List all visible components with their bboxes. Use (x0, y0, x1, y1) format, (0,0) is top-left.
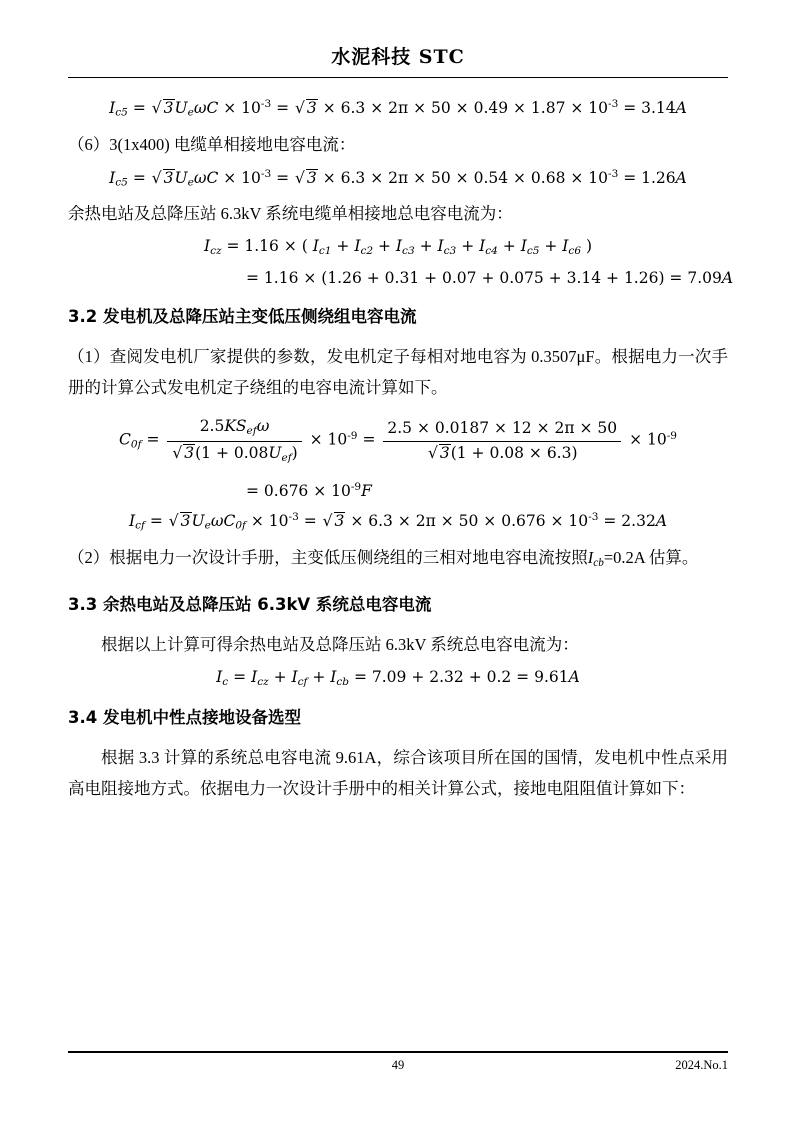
sqrt-icon: √ 3 (295, 98, 317, 117)
formula-values-icf: × 6.3 × 2π × 50 × 0.676 × 10 (350, 512, 589, 531)
heading-3-4: 3.4 发电机中性点接地设备选型 (68, 708, 301, 728)
formula-symbol: I (109, 98, 116, 117)
sqrt-icon: √ 3 (151, 168, 174, 187)
heading-3-2: 3.2 发电机及总降压站主变低压侧绕组电容电流 (68, 307, 417, 327)
sqrt-icon: √ 3 (427, 443, 450, 462)
paragraph-3-3-1: 根据以上计算可得余热电站及总降压站 6.3kV 系统总电容电流为： (101, 635, 579, 655)
page-header (68, 42, 728, 69)
sqrt-icon: √ 3 (168, 512, 191, 531)
paragraph-3-2-2: （2）根据电力一次设计手册，主变低压侧绕组的三相对地电容电流按照$I_{cb}=0.2A$ 估算。 (68, 548, 699, 570)
document-body (68, 92, 734, 806)
sqrt-icon: √ 3 (151, 98, 174, 117)
sqrt-icon: √ 3 (295, 168, 317, 187)
footer-divider (68, 1051, 728, 1053)
sqrt-icon: √ 3 (322, 512, 345, 531)
fraction-cof-left: $\frac{2.5KS_{ef}\omega}{√ 3(1 + 0.08U_{ef})}$ (167, 417, 301, 464)
paragraph-total-cable: 余热电站及总降压站 6.3kV 系统电缆单相接地总电容电流为： (68, 204, 513, 224)
paragraph-item-6: （6）3(1x400) 电缆单相接地电容电流： (68, 134, 356, 154)
journal-title: 水泥科技 STC (331, 46, 465, 68)
issue-label: 2024.No.1 (675, 1058, 728, 1072)
heading-3-3: 3.3 余热电站及总降压站 6.3kV 系统总电容电流 (68, 595, 432, 615)
formula-cof-result: = $0.676 \times 10^{-9}F$ (246, 480, 372, 500)
formula-values-2: × 6.3 × 2π × 50 × 0.54 × 0.68 × 10 (322, 168, 609, 187)
formula-values-1: × 6.3 × 2π × 50 × 0.49 × 1.87 × 10 (322, 98, 609, 117)
fraction-cof-right: $\frac{2.5 \times 0.0187 \times 12 \times 2\pi \times 50}{√ 3(1 + 0.08 \times 6.3)}$ (383, 419, 621, 463)
formula-ic-total: $I_c = I_{cz} + I_{cf} + I_{cb} = 7.09 + 2.32 + 0.2 = 9.61A$ (216, 668, 580, 689)
paragraph-3-2-1: （1）查阅发电机厂家提供的参数，发电机定子每相对地电容为 0.3507μF。根据电力一次手册的计算公式发电机定子绕组的电容电流计算如下。 (68, 347, 728, 398)
formula-icf: $I_{cf}$ = √ $3U_e\omega C_{0f} \times 10^{-3}$ = √ $3 \times 6.3 \times 2\pi \times 50 \times 0.676 \times 10^{-3} = 2.32A$ (128, 511, 668, 533)
formula-icz-line2: = 1.16 × (1.26 + 0.31 + 0.07 + 0.075 + 3.14 + 1.26) = 7.09A (246, 269, 734, 288)
header-divider (68, 77, 728, 78)
page-number: 49 (391, 1058, 405, 1072)
formula-icz-line1: $I_{cz} = 1.16$ × ( $I_{c1} + I_{c2} + I_{c3} + I_{c3} + I_{c4} + I_{c5} + I_{c6}$ ) (203, 237, 593, 258)
formula-cof: $C_{0f}$ = $\frac{2.5KS_{ef}\omega}{√ 3(1 + 0.08U_{ef})}$ × $10^{-9}$ = $\frac{2.5 \times 0.0187 \times 12 \times 2\pi \times 50}{√ 3(1 + 0.08 \times 6.3)}$ × $10^{-9}$ (119, 417, 677, 464)
formula-ic5-first: $I_{c5}$ = √ $3U_e\omega C \times 10^{-3}$ = √ $3 \times 6.3 \times 2\pi \times 50 \times 0.49 \times 1.87 \times 10^{-3} = 3.14A$ (109, 98, 687, 119)
formula-ic5-second: $I_{c5}$ = √ $3U_e\omega C \times 10^{-3}$ = √ $3 \times 6.3 \times 2\pi \times 50 \times 0.54 \times 0.68 \times 10^{-3} = 1.26A$ (109, 167, 687, 189)
paragraph-3-4-1: 根据 3.3 计算的系统总电容电流 9.61A，综合该项目所在国的国情，发电机中性点采用高电阻接地方式。依据电力一次设计手册中的相关计算公式，接地电阻阻值计算如下： (68, 748, 728, 799)
sqrt-icon: √ 3 (172, 443, 195, 462)
